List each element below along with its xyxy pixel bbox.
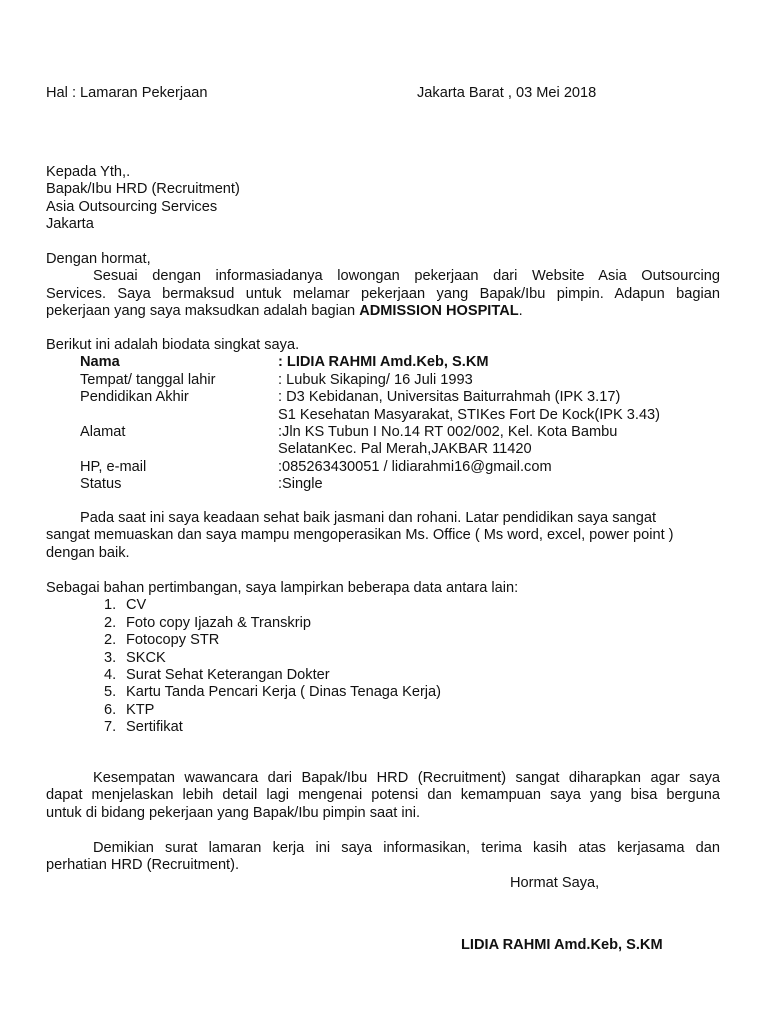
opening-block — [46, 251, 720, 321]
list-text: Surat Sehat Keterangan Dokter — [126, 666, 330, 683]
letter-subject: Hal : Lamaran Pekerjaan — [46, 85, 208, 101]
biodata-row — [46, 441, 720, 458]
biodata-label: Status — [80, 476, 122, 493]
list-item — [46, 597, 720, 614]
interview-line-3: untuk di bidang pekerjaan yang Bapak/Ibu pimpin saat ini. — [46, 804, 421, 821]
biodata-row — [46, 372, 720, 389]
list-number: 7. — [104, 719, 117, 736]
letter-place-date: Jakarta Barat , 03 Mei 2018 — [417, 85, 597, 101]
interview-line-2: dapat menjelaskan lebih detail lagi mengenai potensi dan kemampuan saya yang bisa berguna — [46, 787, 720, 804]
recipient-department: Bapak/Ibu HRD (Recruitment) — [46, 181, 240, 198]
closing-regards: Hormat Saya, — [510, 875, 600, 891]
list-item — [46, 684, 720, 701]
biodata-label: Pendidikan Akhir — [80, 389, 189, 406]
health-line-1: Pada saat ini saya keadaan sehat baik jasmani dan rohani. Latar pendidikan saya sangat — [80, 510, 657, 526]
biodata-value: SelatanKec. Pal Merah,JAKBAR 11420 — [278, 441, 532, 458]
biodata-intro: Berikut ini adalah biodata singkat saya. — [46, 337, 300, 353]
attachments-block — [46, 580, 720, 737]
biodata-row — [46, 407, 720, 424]
signature-name: LIDIA RAHMI Amd.Keb, S.KM — [461, 937, 663, 953]
list-item — [46, 650, 720, 667]
health-line-3: dengan baik. — [46, 544, 130, 561]
recipient-salutation: Kepada Yth,. — [46, 164, 131, 180]
list-text: Fotocopy STR — [126, 632, 220, 649]
list-number: 1. — [104, 597, 117, 614]
greeting: Dengan hormat, — [46, 251, 151, 267]
list-item — [46, 702, 720, 719]
list-text: CV — [126, 597, 147, 614]
list-number: 2. — [104, 632, 117, 649]
recipient-company: Asia Outsourcing Services — [46, 198, 218, 215]
recipient-city: Jakarta — [46, 216, 94, 233]
health-line-2: sangat memuaskan dan saya mampu mengoperasikan Ms. Office ( Ms word, excel, power point ) — [46, 527, 674, 544]
biodata-row — [46, 476, 720, 493]
list-number: 2. — [104, 614, 117, 631]
biodata-value: :Single — [278, 476, 323, 493]
health-paragraph — [46, 510, 720, 562]
interview-paragraph — [46, 770, 720, 822]
list-number: 5. — [104, 684, 117, 701]
list-text: SKCK — [126, 649, 166, 666]
position-name: ADMISSION HOSPITAL — [359, 303, 519, 320]
list-text: Sertifikat — [126, 719, 183, 736]
biodata-value: : D3 Kebidanan, Universitas Baiturrahmah (IPK 3.17) — [278, 389, 621, 406]
biodata-value: :085263430051 / lidiarahmi16@gmail.com — [278, 458, 552, 475]
closing-line-2: perhatian HRD (Recruitment). — [46, 857, 240, 874]
closing-paragraph — [46, 840, 720, 875]
opening-line-3 — [46, 303, 720, 320]
opening-line-1: Sesuai dengan informasiadanya lowongan pekerjaan dari Website Asia Outsourcing — [93, 268, 720, 285]
biodata-value: :Jln KS Tubun I No.14 RT 002/002, Kel. Kota Bambu — [278, 423, 618, 440]
list-text: KTP — [126, 701, 155, 718]
closing-line-1: Demikian surat lamaran kerja ini saya informasikan, terima kasih atas kerjasama dan — [93, 840, 720, 856]
biodata-row — [46, 424, 720, 441]
opening-line-3-prefix: pekerjaan yang saya maksudkan adalah bagian — [46, 303, 360, 320]
list-item — [46, 719, 720, 736]
biodata-block — [46, 337, 720, 494]
attachments-intro: Sebagai bahan pertimbangan, saya lampirkan beberapa data antara lain: — [46, 580, 519, 596]
list-item — [46, 615, 720, 632]
opening-paragraph — [46, 268, 720, 320]
biodata-value: S1 Kesehatan Masyarakat, STIKes Fort De Kock(IPK 3.43) — [278, 406, 661, 423]
list-item — [46, 667, 720, 684]
list-text: Foto copy Ijazah & Transkrip — [126, 614, 311, 631]
biodata-value: : Lubuk Sikaping/ 16 Juli 1993 — [278, 371, 473, 388]
list-number: 6. — [104, 701, 117, 718]
biodata-label: Alamat — [80, 423, 126, 440]
list-item — [46, 632, 720, 649]
biodata-row — [46, 459, 720, 476]
recipient-block — [46, 164, 720, 234]
biodata-value: : LIDIA RAHMI Amd.Keb, S.KM — [278, 354, 489, 371]
interview-line-1: Kesempatan wawancara dari Bapak/Ibu HRD (Recruitment) sangat diharapkan agar saya — [93, 770, 720, 786]
list-number: 4. — [104, 666, 117, 683]
list-number: 3. — [104, 649, 117, 666]
biodata-row — [46, 354, 720, 371]
opening-line-2: Services. Saya bermaksud untuk melamar pekerjaan yang Bapak/Ibu pimpin. Adapun bagian — [46, 285, 720, 302]
opening-line-3-suffix: . — [518, 303, 523, 320]
list-text: Kartu Tanda Pencari Kerja ( Dinas Tenaga Kerja) — [126, 684, 442, 701]
biodata-row — [46, 389, 720, 406]
biodata-label: HP, e-mail — [80, 458, 147, 475]
biodata-label: Tempat/ tanggal lahir — [80, 371, 216, 388]
biodata-label: Nama — [80, 354, 120, 371]
